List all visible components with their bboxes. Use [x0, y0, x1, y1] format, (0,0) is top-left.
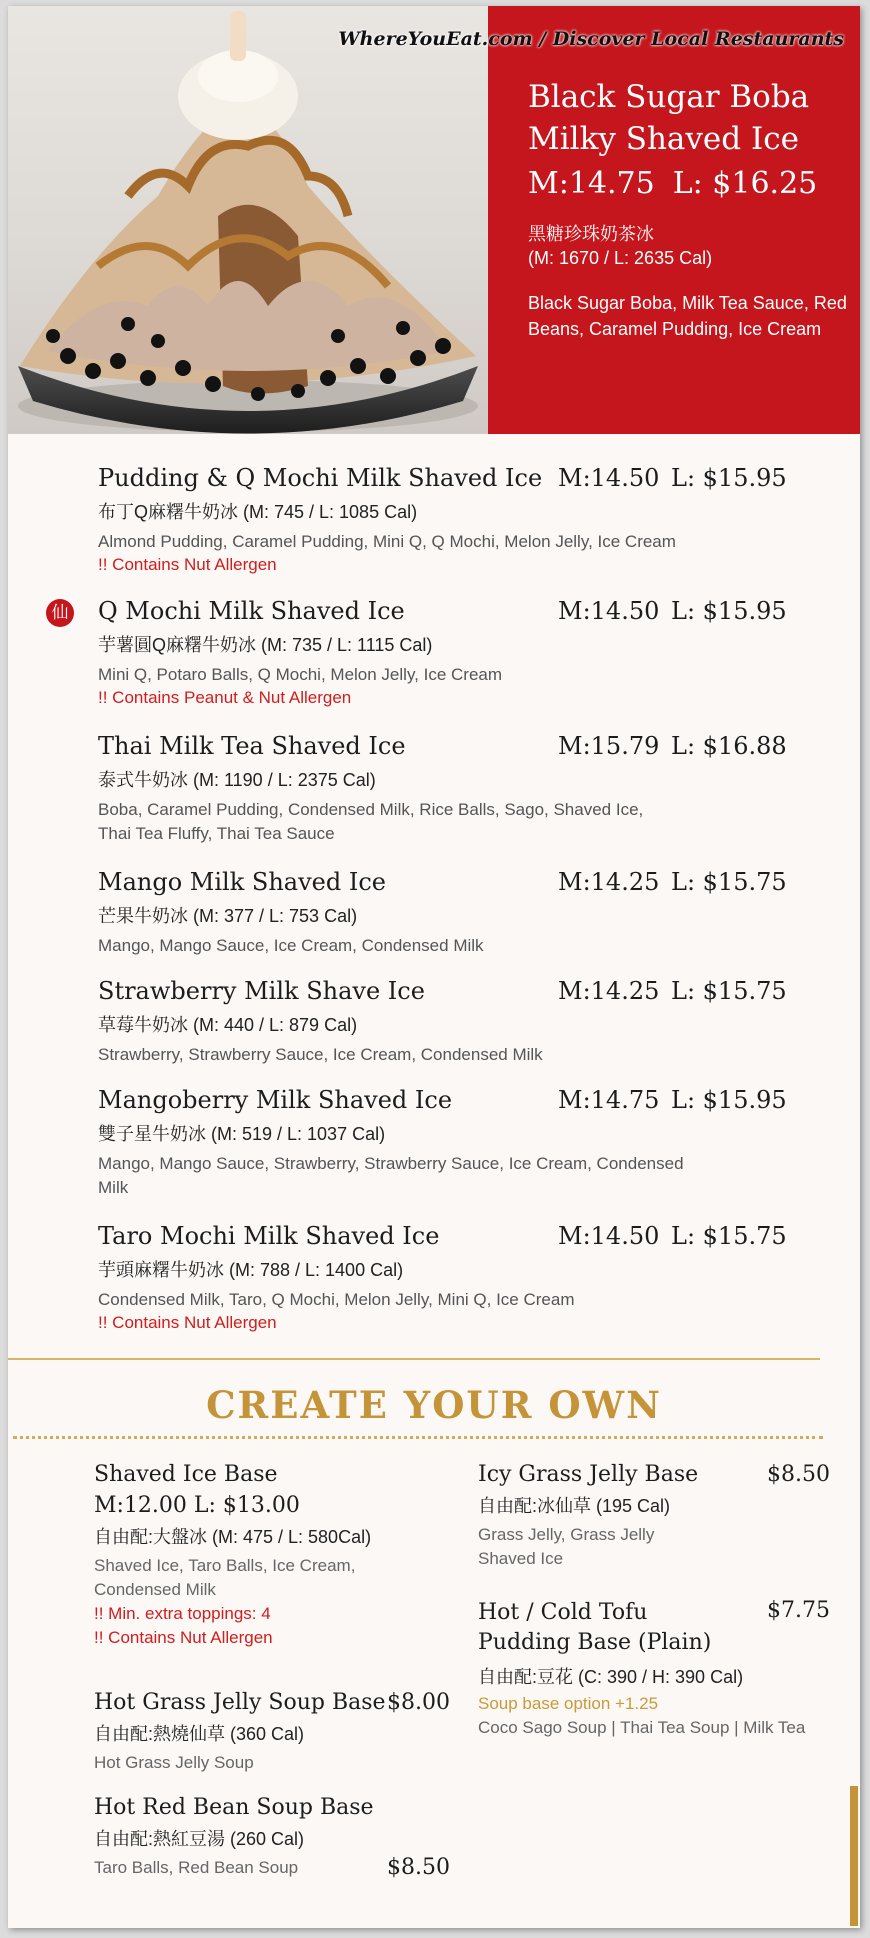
base-chinese: 自由配:大盤冰 (M: 475 / L: 580Cal) [94, 1527, 372, 1547]
featured-price [528, 166, 835, 201]
item-chinese: 芒果牛奶冰 (M: 377 / L: 753 Cal) [98, 906, 358, 926]
item-price-large: L: $15.75 [671, 868, 787, 896]
item-name: Taro Mochi Milk Shaved Ice [98, 1222, 440, 1250]
featured-description: Black Sugar Boba, Milk Tea Sauce, Red Beans, Caramel Pudding, Ice Cream [528, 293, 847, 339]
menu-item [98, 732, 818, 846]
featured-calories: (M: 1670 / L: 2635 Cal) [528, 248, 713, 268]
featured-panel [488, 6, 860, 434]
section-divider [8, 1358, 820, 1360]
featured-chinese-name: 黑糖珍珠奶茶冰 [528, 224, 654, 244]
menu-item [98, 868, 818, 958]
item-description: Mini Q, Potaro Balls, Q Mochi, Melon Jelly, Ice Cream [98, 665, 503, 684]
menu-item [98, 597, 818, 709]
menu-page [8, 6, 860, 1928]
base-chinese: 自由配:熱燒仙草 (360 Cal) [94, 1724, 305, 1744]
base-price: $8.50 [767, 1462, 830, 1487]
base-price: M:12.00 L: $13.00 [94, 1493, 300, 1518]
gold-accent-bar [850, 1786, 858, 1926]
item-description: Boba, Caramel Pudding, Condensed Milk, Rice Balls, Sago, Shaved Ice, Thai Tea Fluffy, Thai Tea Sauce [98, 800, 644, 843]
base-description: Taro Balls, Red Bean Soup [94, 1858, 299, 1877]
base-note-allergen: !! Contains Nut Allergen [94, 1628, 273, 1647]
item-allergen: !! Contains Nut Allergen [98, 555, 277, 574]
item-name: Pudding & Q Mochi Milk Shaved Ice [98, 464, 543, 492]
base-title: Shaved Ice Base [94, 1462, 278, 1487]
item-chinese: 芋薯圓Q麻糬牛奶冰 (M: 735 / L: 1115 Cal) [98, 635, 433, 655]
item-price-large: L: $15.75 [671, 1222, 787, 1250]
base-title: Hot / Cold Tofu Pudding Base (Plain) [478, 1600, 712, 1655]
base-description: Grass Jelly, Grass Jelly Shaved Ice [478, 1525, 655, 1568]
item-price-large: L: $16.88 [671, 732, 787, 760]
item-description: Condensed Milk, Taro, Q Mochi, Melon Jelly, Mini Q, Ice Cream [98, 1290, 575, 1309]
featured-price-medium: M:14.75 [528, 166, 655, 201]
base-description: Shaved Ice, Taro Balls, Ice Cream, Condensed Milk [94, 1556, 356, 1599]
specialty-badge-icon: 仙 [46, 599, 74, 627]
base-chinese: 自由配:熱紅豆湯 (260 Cal) [94, 1829, 305, 1849]
item-price-medium: M:14.50 [558, 1222, 660, 1250]
item-chinese: 芋頭麻糬牛奶冰 (M: 788 / L: 1400 Cal) [98, 1260, 404, 1280]
item-price-large: L: $15.95 [671, 597, 787, 625]
item-price-medium: M:14.75 [558, 1086, 660, 1114]
item-allergen: !! Contains Peanut & Nut Allergen [98, 688, 352, 707]
item-name: Strawberry Milk Shave Ice [98, 977, 425, 1005]
menu-item [98, 977, 818, 1067]
base-description: Hot Grass Jelly Soup [94, 1753, 254, 1772]
item-description: Mango, Mango Sauce, Strawberry, Strawberry Sauce, Ice Cream, Condensed Milk [98, 1154, 684, 1197]
create-your-own-heading: CREATE YOUR OWN [206, 1383, 662, 1427]
item-chinese: 布丁Q麻糬牛奶冰 (M: 745 / L: 1085 Cal) [98, 502, 418, 522]
featured-price-large: L: $16.25 [672, 166, 818, 201]
item-description: Strawberry, Strawberry Sauce, Ice Cream, Condensed Milk [98, 1045, 543, 1064]
item-description: Almond Pudding, Caramel Pudding, Mini Q, Q Mochi, Melon Jelly, Ice Cream [98, 532, 676, 551]
icy-grass-jelly-base [478, 1462, 830, 1571]
dotted-divider [13, 1436, 823, 1439]
item-chinese: 草莓牛奶冰 (M: 440 / L: 879 Cal) [98, 1015, 358, 1035]
item-chinese: 泰式牛奶冰 (M: 1190 / L: 2375 Cal) [98, 770, 376, 790]
base-title: Hot Grass Jelly Soup Base [94, 1690, 386, 1715]
item-chinese: 雙子星牛奶冰 (M: 519 / L: 1037 Cal) [98, 1124, 386, 1144]
item-allergen: !! Contains Nut Allergen [98, 1313, 277, 1332]
menu-item [98, 1222, 818, 1334]
item-price-medium: M:14.50 [558, 464, 660, 492]
item-description: Mango, Mango Sauce, Ice Cream, Condensed Milk [98, 936, 484, 955]
item-name: Thai Milk Tea Shaved Ice [98, 732, 406, 760]
base-price: $8.50 [387, 1855, 450, 1880]
item-price-large: L: $15.75 [671, 977, 787, 1005]
featured-chinese [528, 222, 712, 270]
featured-header [8, 6, 860, 434]
tofu-pudding-base [478, 1598, 830, 1740]
shaved-ice-base [94, 1462, 434, 1650]
item-price-medium: M:14.25 [558, 977, 660, 1005]
soup-base-option: Soup base option +1.25 [478, 1694, 659, 1713]
featured-title: Black Sugar Boba Milky Shaved Ice [528, 79, 810, 157]
hot-grass-jelly-base [94, 1690, 450, 1775]
hot-red-bean-base [94, 1795, 450, 1880]
item-price-medium: M:15.79 [558, 732, 660, 760]
shaved-ice-photo [8, 6, 488, 434]
item-price-large: L: $15.95 [671, 1086, 787, 1114]
base-title: Hot Red Bean Soup Base [94, 1795, 374, 1820]
base-note-toppings: !! Min. extra toppings: 4 [94, 1604, 271, 1623]
menu-item [98, 464, 818, 576]
base-chinese: 自由配:冰仙草 (195 Cal) [478, 1496, 671, 1516]
item-name: Mangoberry Milk Shaved Ice [98, 1086, 453, 1114]
base-price: $8.00 [387, 1690, 450, 1715]
base-price: $7.75 [767, 1598, 830, 1623]
item-price-medium: M:14.50 [558, 597, 660, 625]
base-description: Coco Sago Soup | Thai Tea Soup | Milk Tea [478, 1718, 806, 1737]
item-name: Q Mochi Milk Shaved Ice [98, 597, 405, 625]
watermark: WhereYouEat.com / Discover Local Restaurants [338, 28, 844, 50]
item-price-medium: M:14.25 [558, 868, 660, 896]
item-name: Mango Milk Shaved Ice [98, 868, 386, 896]
base-chinese: 自由配:豆花 (C: 390 / H: 390 Cal) [478, 1667, 744, 1687]
item-price-large: L: $15.95 [671, 464, 787, 492]
base-title: Icy Grass Jelly Base [478, 1462, 699, 1487]
menu-item [98, 1086, 818, 1200]
